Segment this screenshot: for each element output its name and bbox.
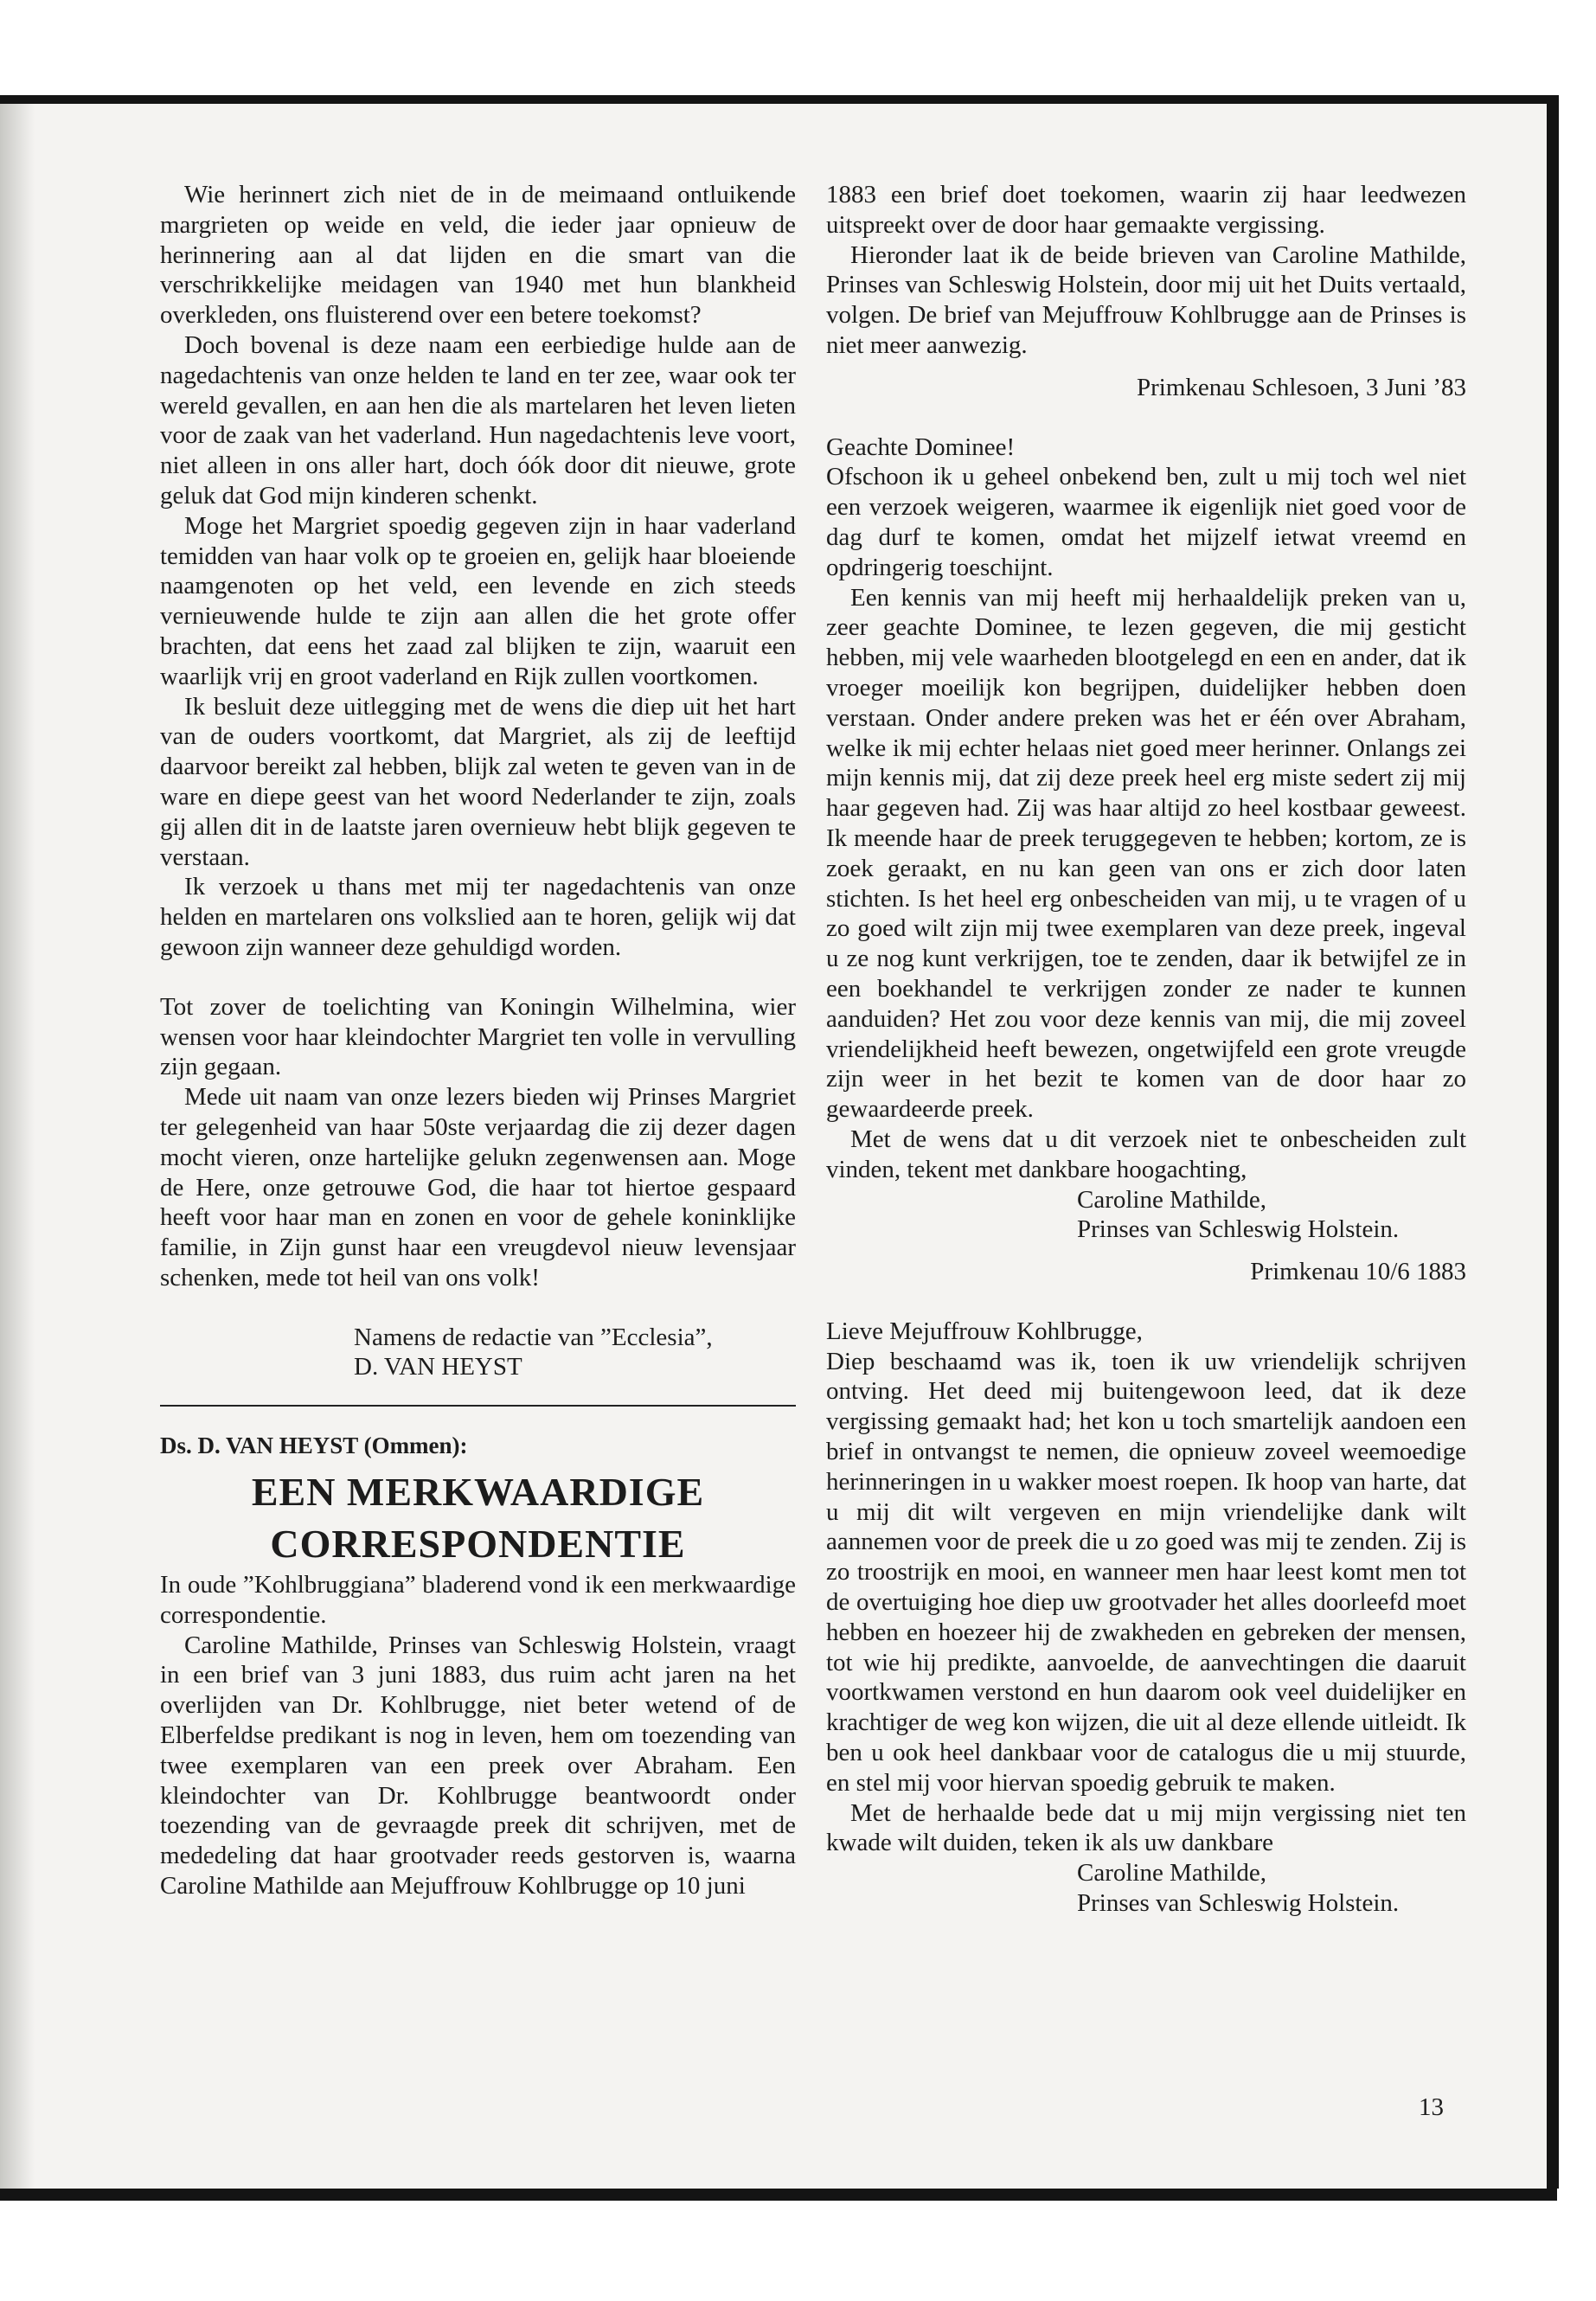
paragraph: Ik besluit deze uitlegging met de wens die diep uit het hart van de ouders voortkomt, dat Margriet, als zij de leeftijd daarvoor bereikt zal hebben, blijk zal weten te geven van in de ware en diepe geest van het woord Nederlander te zijn, zoals gij allen dit in de laatste jaren overnieuw hebt blijk gegeven te verstaan.: [160, 692, 796, 871]
paragraph: Ik verzoek u thans met mij ter nagedachtenis van onze helden en martelaren ons volkslied aan te horen, gelijk wij dat gewoon zijn wanneer deze gehuldigd worden.: [160, 873, 796, 961]
right-column: [826, 180, 1466, 1919]
scan-edge-right: [1547, 104, 1559, 2189]
letter-signature: Caroline Mathilde,: [1077, 1185, 1267, 1214]
paragraph: Diep beschaamd was ik, toen ik uw vriendelijk schrijven ontving. Het deed mij buitengewoon leed, dat ik deze vergissing gemaakt had; het kon u toch smartelijk aandoen een brief in ontvangst te nemen, die opnieuw zoveel weemoedige herinneringen in u wakker moest roepen. Ik hoop van harte, dat u mij dit wilt vergeven en mijn vriendelijke dank wilt aannemen voor de preek die u zo goed was mij te zenden. Zij is zo troostrijk en mooi, en wanneer men haar leest komt men tot de overtuiging hoe diep uw grootvader het alles doorleefd moet hebben en hoezeer hij de zwakheden en gebreken der mensen, tot wie hij predikte, aanvoelde, de aanvechtingen die daaruit voortkwamen verstond en hun daarom ook veel duidelijker en krachtiger de weg kon wijzen, die uit al deze ellende uitleidt. Ik ben u ook heel dankbaar voor de catalogus die u mij stuurde, en stel mij voor hiervan spoedig gebruik te maken.: [826, 1347, 1466, 1797]
letter-place-date: Primkenau Schlesoen, 3 Juni ’83: [1137, 373, 1466, 401]
letter-signature: Caroline Mathilde,: [1077, 1859, 1267, 1888]
binding-shadow: [0, 104, 35, 2189]
paragraph: In oude ”Kohlbruggiana” bladerend vond ik een merkwaardige correspondentie.: [160, 1571, 796, 1629]
article-byline: Ds. D. VAN HEYST (Ommen):: [160, 1433, 468, 1459]
section-divider: [160, 1405, 796, 1407]
paragraph: Doch bovenal is deze naam een eerbiedige hulde aan de nagedachtenis van onze helden te land en ter zee, waar ook ter wereld gevallen, en aan hen die als martelaren het leven lieten voor de zaak van het vaderland. Hun nagedachtenis leve voort, niet alleen in ons aller hart, doch óók door dit nieuwe, grote geluk dat God mijn kinderen schenkt.: [160, 330, 796, 510]
paragraph: Tot zover de toelichting van Koningin Wilhelmina, wier wensen voor haar kleindochter Margriet ten volle in vervulling zijn gegaan.: [160, 992, 796, 1081]
paragraph: Moge het Margriet spoedig gegeven zijn in haar vaderland temidden van haar volk op te groeien en, gelijk haar bloeiende naamgenoten op het veld, een levende en zich steeds vernieuwende hulde te zijn aan allen die het grote offer brachten, dat eens het zaad zal blijken te zijn, waaruit een waarlijk vrij en groot vaderland en Rijk zullen voortkomen.: [160, 511, 796, 690]
scan-border-bottom: [0, 2189, 1596, 2301]
page-number: 13: [1419, 2093, 1444, 2121]
letter-salutation: Geachte Dominee!: [826, 433, 1016, 461]
editorial-signature-name: D. VAN HEYST: [354, 1353, 522, 1381]
left-column: [160, 180, 796, 1901]
document-page: [0, 104, 1547, 2189]
scan-edge-bottom: [0, 2189, 1557, 2201]
paragraph: Hieronder laat ik de beide brieven van Caroline Mathilde, Prinses van Schleswig Holstein, door mij uit het Duits vertaald, volgen. De brief van Mejuffrouw Kohlbrugge aan de Prinses is niet meer aanwezig.: [826, 240, 1466, 359]
letter-place-date: Primkenau 10/6 1883: [1250, 1258, 1466, 1286]
paragraph: Caroline Mathilde, Prinses van Schleswig Holstein, vraagt in een brief van 3 juni 1883, dus ruim acht jaren na het overlijden van Dr. Kohlbrugge, niet beter wetend of de Elberfeldse predikant is nog in leven, hem om toezending van twee exemplaren van een preek over Abraham. Een kleindochter van Dr. Kohlbrugge beantwoordt onder toezending van de gevraagde preek dit schrijven, met de mededeling dat haar grootvader reeds gestorven is, waarna Caroline Mathilde aan Mejuffrouw Kohlbrugge op 10 juni: [160, 1631, 796, 1900]
letter-signature-title: Prinses van Schleswig Holstein.: [1077, 1215, 1400, 1244]
letter-salutation: Lieve Mejuffrouw Kohlbrugge,: [826, 1317, 1143, 1345]
paragraph: Mede uit naam van onze lezers bieden wij Prinses Margriet ter gelegenheid van haar 50ste verjaardag die zij dezer dagen mocht vieren, onze hartelijke gelukn zegenwensen aan. Moge de Here, onze getrouwe God, die haar tot hiertoe gespaard heeft voor haar man en zonen en voor de gehele koninklijke familie, in Zijn gunst haar een vreugdevol nieuw levensjaar schenken, mede tot heil van ons volk!: [160, 1083, 796, 1292]
letter-signature-title: Prinses van Schleswig Holstein.: [1077, 1889, 1400, 1918]
article-headline: CORRESPONDENTIE: [270, 1522, 686, 1567]
paragraph: Met de herhaalde bede dat u mij mijn vergissing niet ten kwade wilt duiden, teken ik als uw dankbare: [826, 1798, 1466, 1857]
paragraph: Een kennis van mij heeft mij herhaaldelijk preken van u, zeer geachte Dominee, te lezen gegeven, die mij gesticht hebben, mij vele waarheden blootgelegd en een en ander, dat ik vroeger moeilijk kon begrijpen, duidelijker hebben doen verstaan. Onder andere preken was het er één over Abraham, welke ik mij echter helaas niet goed meer herinner. Onlangs zei mijn kennis mij, dat zij deze preek heel erg miste sedert zij mij haar gegeven had. Zij was haar altijd zo heel kostbaar geweest. Ik meende haar de preek teruggegeven te hebben; kortom, ze is zoek geraakt, en nu kan geen van ons er zich door laten stichten. Is het heel erg onbescheiden van mij, u te vragen of u zo goed wilt zijn mij twee exemplaren van deze preek, ingeval u ze nog kunt verkrijgen, toe te zenden, daar ik betwijfel ze in een boekhandel te verkrijgen zonder ze nader te kunnen aanduiden? Het zou voor deze kennis van mij, die mij zoveel vriendelijkheid heeft bewezen, ongetwijfeld een grote vreugde zijn weer in het bezit te komen van de door haar zo gewaardeerde preek.: [826, 583, 1466, 1124]
editorial-signature-line: Namens de redactie van ”Ecclesia”,: [354, 1323, 713, 1351]
paragraph: Wie herinnert zich niet de in de meimaand ontluikende margrieten op weide en veld, die ieder jaar opnieuw de herinnering aan al dat lijden en die smart van die verschrikkelijke meidagen van 1940 met hun blankheid overkleden, ons fluisterend over een betere toekomst?: [160, 181, 796, 330]
scan-border-top: [0, 0, 1596, 104]
paragraph: Met de wens dat u dit verzoek niet te onbescheiden zult vinden, tekent met dankbare hoogachting,: [826, 1125, 1466, 1183]
paragraph: Ofschoon ik u geheel onbekend ben, zult u mij toch wel niet een verzoek weigeren, waarmee ik eigenlijk niet goed voor de dag durf te komen, omdat het mijzelf ietwat vreemd en opdringerig toeschijnt.: [826, 463, 1466, 581]
article-headline: EEN MERKWAARDIGE: [251, 1470, 705, 1515]
paragraph: 1883 een brief doet toekomen, waarin zij haar leedwezen uitspreekt over de door haar gemaakte vergissing.: [826, 181, 1466, 239]
